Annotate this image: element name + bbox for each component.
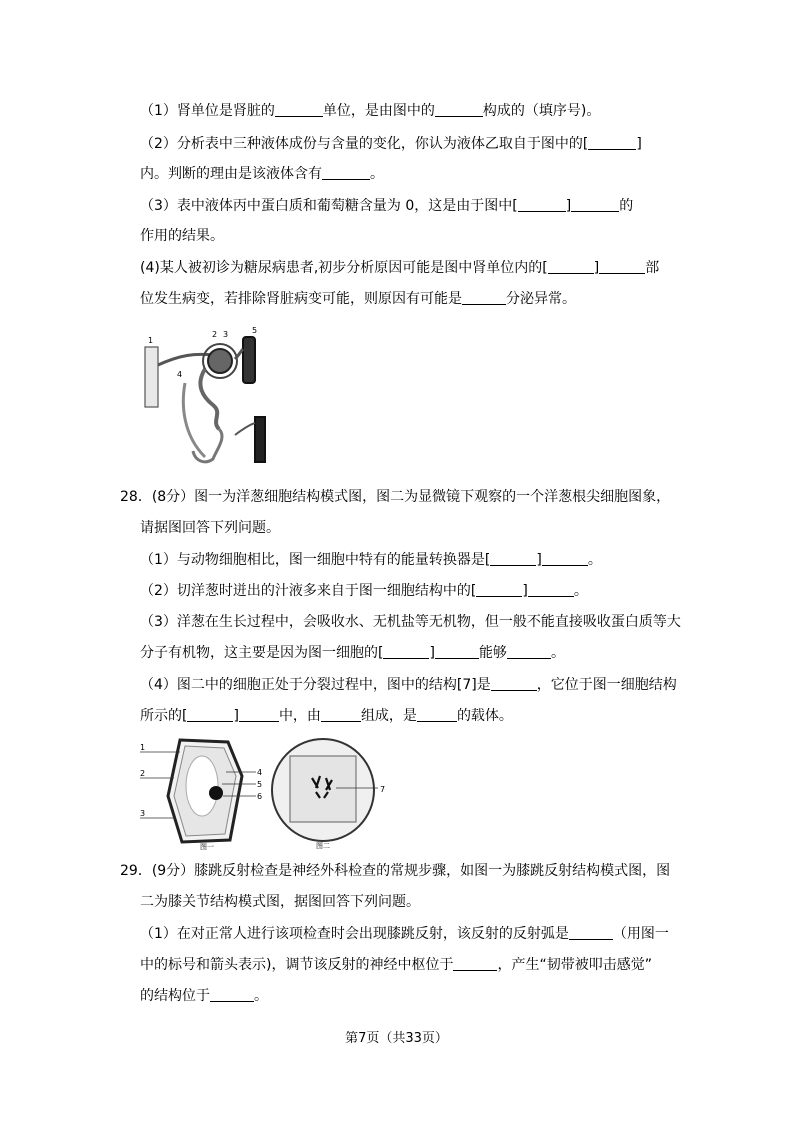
duct-connector — [235, 423, 255, 435]
nucleus — [209, 786, 223, 800]
answer-blank[interactable] — [490, 551, 536, 566]
answer-blank[interactable] — [453, 956, 497, 971]
fig2-caption: 图二 — [316, 842, 330, 850]
page-number: 第7页（共33页） — [345, 1031, 448, 1046]
answer-blank[interactable] — [571, 197, 619, 212]
q27-s1-b: 单位，是由图中的 — [322, 103, 435, 119]
onion-cell-figures — [140, 736, 390, 850]
nephron-label-2: 2 — [212, 330, 218, 339]
q27-s2-a: （2）分析表中三种液体成份与含量的变化，你认为液体乙取自于图中的[ — [140, 136, 589, 152]
q29-s1-f: 。 — [254, 988, 268, 1004]
q28-s1-c: 。 — [587, 552, 602, 568]
q28-s4-a: （4）图二中的细胞正处于分裂过程中，图中的结构[7]是 — [140, 677, 491, 693]
answer-blank[interactable] — [548, 259, 594, 274]
q28-s3-line2 — [140, 644, 565, 662]
answer-blank[interactable] — [528, 582, 574, 597]
q28-s4-line1 — [140, 676, 677, 694]
collecting-vessel — [243, 337, 255, 383]
q28-s3-c: ] — [429, 645, 435, 661]
q27-s3-d: 作用的结果。 — [140, 228, 224, 244]
vacuole — [186, 756, 218, 816]
answer-blank[interactable] — [462, 290, 506, 305]
q28-stem1: 28．(8分）图一为洋葱细胞结构模式图，图二为显微镜下观察的一个洋葱根尖细胞图象， — [120, 489, 671, 505]
q28-s3-d: 能够 — [478, 645, 507, 661]
nephron-figure — [135, 325, 275, 470]
answer-blank[interactable] — [435, 644, 479, 659]
q28-s3-b: 分子有机物，这主要是因为图一细胞的[ — [140, 645, 384, 661]
q27-s2-d: 。 — [370, 166, 384, 182]
glomerulus — [208, 349, 232, 373]
q28-s4-g: 的载体。 — [456, 708, 513, 724]
answer-blank[interactable] — [383, 644, 429, 659]
q27-s2-line1 — [140, 135, 642, 153]
q27-s1 — [140, 102, 600, 120]
fig1-caption: 图一 — [200, 843, 214, 850]
q27-s3-a: （3）表中液体丙中蛋白质和葡萄糖含量为 0，这是由于图中[ — [140, 198, 518, 214]
q28-s4-f: 组成，是 — [360, 708, 417, 724]
fig1-label-2: 2 — [140, 769, 146, 778]
q27-s3-line2 — [140, 227, 224, 245]
q29-s1-line2 — [140, 956, 652, 974]
answer-blank[interactable] — [476, 582, 522, 597]
answer-blank[interactable] — [507, 644, 551, 659]
q28-s2-a: （2）切洋葱时迸出的汁液多来自于图一细胞结构中的[ — [140, 583, 477, 599]
fig1-label-1: 1 — [140, 743, 146, 752]
q27-s2-line2 — [140, 165, 384, 183]
q27-s1-a: （1）肾单位是肾脏的 — [140, 103, 275, 119]
answer-blank[interactable] — [542, 551, 588, 566]
q29-s1-line3 — [140, 987, 268, 1005]
q29-s1-c: 中的标号和箭头表示)，调节该反射的神经中枢位于 — [140, 957, 454, 973]
answer-blank[interactable] — [569, 925, 613, 940]
q28-s2 — [140, 582, 588, 600]
q28-s2-b: ] — [522, 583, 528, 599]
fig1-label-6: 6 — [257, 792, 263, 801]
fig2-label-7: 7 — [380, 785, 386, 794]
q29-stem-line1 — [120, 862, 670, 880]
q27-s4-b: ] — [593, 260, 600, 276]
q28-s4-c: 所示的[ — [140, 708, 188, 724]
answer-blank[interactable] — [588, 135, 636, 150]
q28-s4-line2 — [140, 707, 513, 725]
nephron-label-3: 3 — [223, 330, 229, 339]
q29-stem2: 二为膝关节结构模式图，据图回答下列问题。 — [140, 894, 420, 910]
q27-s2-b: ] — [636, 136, 642, 152]
q28-s4-b: ，它位于图一细胞结构 — [536, 677, 677, 693]
q29-s1-d: ，产生“韧带被叩击感觉” — [497, 957, 652, 973]
q29-stem1: 29．(9分）膝跳反射检查是神经外科检查的常规步骤，如图一为膝跳反射结构模式图，图 — [120, 863, 671, 879]
answer-blank[interactable] — [210, 987, 254, 1002]
q27-s4-e: 分泌异常。 — [506, 291, 576, 307]
answer-blank[interactable] — [518, 197, 566, 212]
nephron-label-1: 1 — [148, 336, 154, 345]
fig1-label-5: 5 — [257, 780, 263, 789]
q28-s4-d: ] — [233, 708, 239, 724]
figure-two-cell — [272, 739, 385, 850]
q27-s4-c: 部 — [645, 260, 660, 276]
answer-blank[interactable] — [417, 707, 457, 722]
q28-s3-line1 — [140, 613, 681, 631]
q27-s3-b: ] — [565, 198, 572, 214]
q28-s1 — [140, 551, 602, 569]
fig1-label-4: 4 — [257, 768, 263, 777]
q28-s2-c: 。 — [573, 583, 588, 599]
q29-s1-line1 — [140, 925, 669, 943]
q28-s4-e: 中，由 — [278, 708, 321, 724]
q28-stem-line2 — [140, 519, 280, 537]
nephron-label-4: 4 — [177, 370, 183, 379]
q27-s4-line2 — [140, 290, 576, 308]
answer-blank[interactable] — [187, 707, 233, 722]
q28-s1-b: ] — [536, 552, 542, 568]
nephron-drawing — [145, 337, 265, 462]
answer-blank[interactable] — [322, 165, 370, 180]
q27-s3-line1 — [140, 197, 633, 215]
answer-blank[interactable] — [239, 707, 279, 722]
answer-blank[interactable] — [321, 707, 361, 722]
q29-s1-a: （1）在对正常人进行该项检查时会出现膝跳反射，该反射的反射弧是 — [140, 926, 569, 942]
figure-one-cell — [140, 740, 262, 850]
q27-s4-d: 位发生病变，若排除肾脏病变可能，则原因有可能是 — [140, 291, 462, 307]
q27-s1-c: 构成的（填序号)。 — [482, 103, 601, 119]
q27-s3-c: 的 — [619, 198, 634, 214]
answer-blank[interactable] — [599, 259, 645, 274]
q28-s3-e: 。 — [550, 645, 565, 661]
q28-s3-a: （3）洋葱在生长过程中，会吸收水、无机盐等无机物，但一般不能直接吸收蛋白质等大 — [140, 614, 681, 630]
answer-blank[interactable] — [275, 102, 323, 117]
nephron-label-5: 5 — [252, 326, 258, 335]
q27-s4-line1 — [140, 259, 659, 277]
q29-s1-b: （用图一 — [612, 926, 669, 942]
q27-s2-c: 内。判断的理由是该液体含有 — [140, 166, 322, 182]
collecting-duct — [255, 417, 265, 462]
q29-stem-line2 — [140, 893, 420, 911]
answer-blank[interactable] — [435, 102, 483, 117]
answer-blank[interactable] — [491, 676, 537, 691]
fig1-label-3: 3 — [140, 809, 146, 818]
q29-s1-e: 的结构位于 — [140, 988, 210, 1004]
root-tip-cell — [290, 756, 356, 822]
q28-stem2: 请据图回答下列问题。 — [140, 520, 280, 536]
renal-artery-tube — [145, 347, 158, 407]
q28-s1-a: （1）与动物细胞相比，图一细胞中特有的能量转换器是[ — [140, 552, 491, 568]
q27-s4-a: (4)某人被初诊为糖尿病患者,初步分析原因可能是图中肾单位内的[ — [140, 260, 548, 276]
q28-stem-line1 — [120, 488, 670, 506]
